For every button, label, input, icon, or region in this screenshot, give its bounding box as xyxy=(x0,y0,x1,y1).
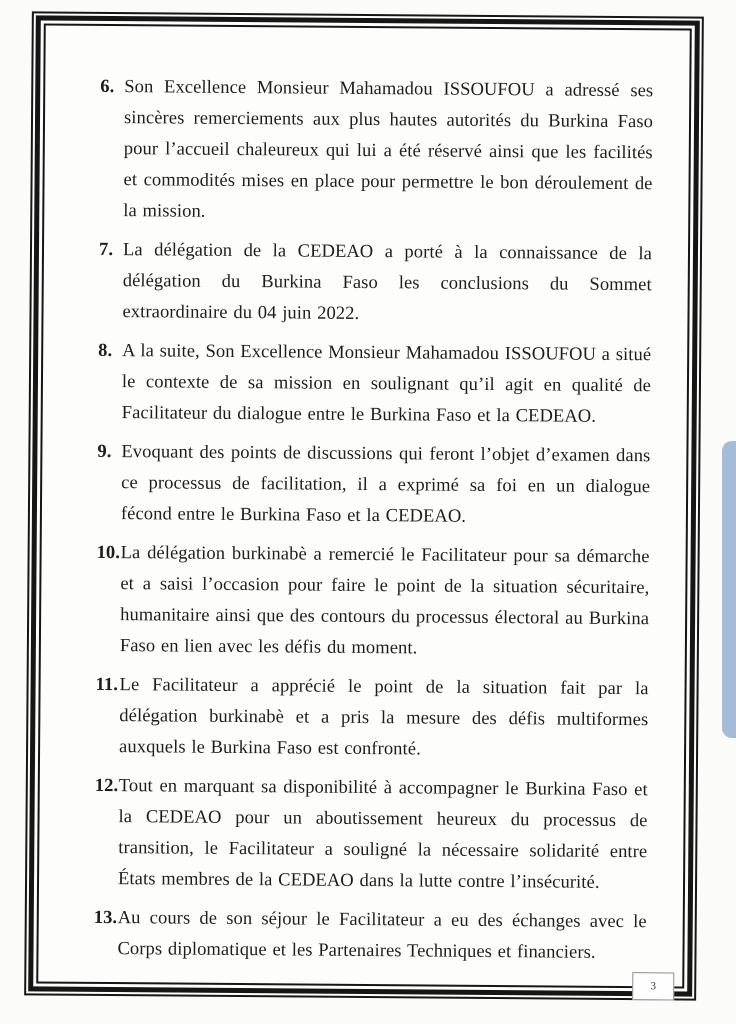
item-text: Au cours de son séjour le Facilitateur a eu des échanges avec le Corps diplomatique et les Partenaires Techniques et financiers. xyxy=(117,908,647,963)
item-text: La délégation de la CEDEAO a porté à la connaissance de la délégation du Burkina Faso les conclusions du Sommet extraordinaire du 04 juin 2022. xyxy=(122,240,653,324)
list-item xyxy=(93,903,646,969)
list-item xyxy=(98,235,652,332)
item-text: Tout en marquant sa disponibilité à accompagner le Burkina Faso et la CEDEAO pour un aboutissement heureux du processus de transition, le Facilitateur a souligné la nécessaire solidarité entre États membres de la CEDEAO dans la lutte contre l’insécurité. xyxy=(117,776,648,893)
item-number: 13. xyxy=(93,907,118,929)
page-number: 3 xyxy=(650,980,657,993)
item-text: Evoquant des points de discussions qui feront l’objet d’examen dans ce processus de facilitation, il a exprimé sa foi en un dialogue fécond entre le Burkina Faso et la CEDEAO. xyxy=(120,442,651,527)
list-item xyxy=(94,771,648,899)
item-text: A la suite, Son Excellence Monsieur Mahamadou ISSOUFOU a situé le contexte de sa mission en soulignant qu’il agit en qualité de Facilitateur du dialogue entre le Burkina Faso et la CEDEAO. xyxy=(121,341,652,427)
page-border-frame-inner xyxy=(36,23,692,988)
item-text: La délégation burkinabè a remercié le Facilitateur pour sa démarche et a saisi l’occasion pour faire le point de la situation sécuritaire, humanitaire ainsi que des contours du processus électoral au Burkina Faso en lien avec les défis du moment. xyxy=(119,543,650,659)
item-number: 7. xyxy=(98,239,114,261)
list-item xyxy=(98,336,652,433)
list-item xyxy=(97,437,651,534)
list-item xyxy=(99,72,653,231)
item-number: 8. xyxy=(98,340,113,362)
item-number: 9. xyxy=(97,441,112,463)
numbered-paragraph-list xyxy=(38,25,689,977)
scrollbar-thumb[interactable] xyxy=(722,441,736,738)
item-number: 6. xyxy=(100,76,115,98)
page-number-badge xyxy=(632,972,674,1000)
list-item xyxy=(95,670,649,767)
item-text: Le Facilitateur a apprécié le point de la situation fait par la délégation burkinabè et a pris la mesure des défis multiformes auxquels le Burkina Faso est confronté. xyxy=(119,675,649,760)
list-item xyxy=(96,538,650,666)
item-number: 11. xyxy=(95,674,119,696)
page-border-frame xyxy=(24,11,704,1000)
page-border-frame-middle xyxy=(28,15,700,996)
item-text: Son Excellence Monsieur Mahamadou ISSOUFOU a adressé ses sincères remerciements aux plus hautes autorités du Burkina Faso pour l’accueil chaleureux qui lui a été réservé ainsi que les facilités et commodités mises en place pour permettre le bon déroulement de la mission. xyxy=(123,77,654,222)
item-number: 12. xyxy=(94,775,119,797)
item-number: 10. xyxy=(96,542,121,564)
